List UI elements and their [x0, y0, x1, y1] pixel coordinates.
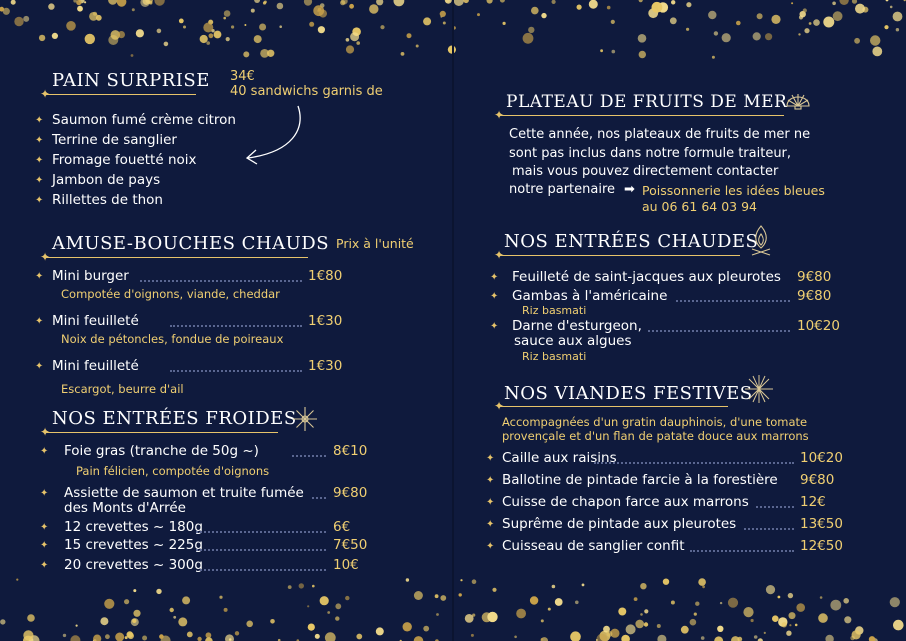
bullet-icon: ✦	[490, 321, 499, 332]
title-underline	[500, 115, 784, 116]
menu-item: Saumon fumé crème citron	[52, 112, 236, 128]
menu-item-description: Noix de pétoncles, fondue de poireaux	[61, 332, 284, 346]
menu-item-name: 12 crevettes ~ 180g	[64, 519, 203, 535]
menu-item-price: 12€50	[800, 538, 843, 554]
dot-leader	[170, 370, 302, 372]
plateau-line-3: mais vous pouvez directement contacter	[512, 164, 779, 179]
pain-surprise-title: PAIN SURPRISE	[52, 70, 210, 91]
dot-leader	[196, 531, 326, 533]
menu-item-name: Mini feuilleté	[52, 358, 139, 374]
menu-item-description: Riz basmati	[522, 350, 587, 363]
entrees-froides-title: NOS ENTRÉES FROIDES	[52, 408, 297, 429]
menu-item-name: Mini burger	[52, 268, 129, 284]
menu-item-name: Gambas à l'américaine	[512, 288, 668, 304]
arrow-right-icon: ➡	[624, 182, 635, 197]
menu-item-description: Riz basmati	[522, 304, 587, 317]
seashell-icon	[784, 88, 812, 112]
menu-item-name: Feuilleté de saint-jacques aux pleurotes	[512, 269, 781, 285]
title-underline	[500, 255, 740, 256]
bullet-icon: ✦	[486, 453, 495, 464]
menu-item-price: 9€80	[333, 485, 368, 501]
dot-leader	[200, 569, 326, 571]
menu-item-name: Mini feuilleté	[52, 313, 139, 329]
dot-leader	[594, 462, 794, 464]
menu-item-description: Compotée d'oignons, viande, cheddar	[61, 287, 280, 301]
bullet-icon: ✦	[40, 522, 49, 533]
amuse-bouches-title: AMUSE-BOUCHES CHAUDS	[52, 233, 330, 254]
menu-item-price: 8€10	[333, 443, 368, 459]
menu-item-price: 1€30	[308, 313, 343, 329]
partner-name: Poissonnerie les idées bleues	[642, 183, 825, 198]
dot-leader	[648, 330, 790, 332]
bullet-icon: ✦	[40, 560, 49, 571]
title-underline	[46, 432, 278, 433]
menu-item-name: Ballotine de pintade farcie à la forestière	[502, 472, 778, 488]
campfire-icon	[748, 222, 774, 258]
title-underline	[500, 406, 728, 407]
viandes-intro-2: provençale et d'un flan de patate douce aux marrons	[502, 429, 809, 443]
bullet-icon: ✦	[486, 519, 495, 530]
menu-item-name: 15 crevettes ~ 225g	[64, 537, 203, 553]
menu-item-price: 10€	[333, 557, 359, 573]
dot-leader	[744, 528, 794, 530]
curved-arrow-icon	[240, 104, 310, 166]
menu-item-price: 9€80	[800, 472, 835, 488]
bullet-icon: ✦	[40, 446, 49, 457]
pain-surprise-price: 34€	[230, 69, 255, 84]
menu-item-name: Cuisse de chapon farce aux marrons	[502, 494, 749, 510]
right-page	[454, 0, 906, 641]
partner-phone: au 06 61 64 03 94	[642, 199, 757, 214]
bullet-icon: ✦	[35, 195, 44, 206]
menu-item-description: Pain félicien, compotée d'oignons	[76, 464, 270, 478]
bullet-icon: ✦	[35, 361, 44, 372]
bullet-icon: ✦	[35, 175, 44, 186]
menu-item-price: 10€20	[797, 318, 840, 334]
plateau-line-2: sont pas inclus dans notre formule traiteur,	[509, 146, 792, 161]
viandes-intro-1: Accompagnées d'un gratin dauphinois, d'une tomate	[502, 415, 808, 429]
entrees-chaudes-title: NOS ENTRÉES CHAUDES	[504, 231, 759, 252]
sparkle-icon: ✦	[494, 108, 505, 122]
bullet-icon: ✦	[490, 291, 499, 302]
bullet-icon: ✦	[40, 488, 49, 499]
sparkle-icon: ✦	[494, 399, 505, 413]
bullet-icon: ✦	[35, 135, 44, 146]
dot-leader	[292, 455, 326, 457]
menu-item: Fromage fouetté noix	[52, 152, 197, 168]
menu-item-price: 13€50	[800, 516, 843, 532]
dot-leader	[676, 300, 790, 302]
snowflake-icon	[292, 406, 318, 432]
menu-item-price: 6€	[333, 519, 351, 535]
sparkle-icon: ✦	[40, 87, 51, 101]
dot-leader	[690, 550, 794, 552]
menu-item-price: 9€80	[797, 288, 832, 304]
bullet-icon: ✦	[40, 540, 49, 551]
menu-item-name: Assiette de saumon et truite fumée	[64, 485, 304, 501]
menu-item-name-line2: des Monts d'Arrée	[64, 500, 186, 516]
menu-item-name: Suprême de pintade aux pleurotes	[502, 516, 737, 532]
title-underline	[46, 257, 308, 258]
bullet-icon: ✦	[486, 497, 495, 508]
amuse-bouches-note: Prix à l'unité	[336, 236, 414, 251]
sparkle-icon: ✦	[40, 250, 51, 264]
menu-item-price: 9€80	[797, 269, 832, 285]
dot-leader	[312, 497, 326, 499]
dot-leader	[140, 280, 302, 282]
starburst-icon	[744, 374, 774, 404]
menu-item-name: Darne d'esturgeon,	[512, 318, 642, 334]
pain-surprise-note: 40 sandwichs garnis de	[230, 84, 383, 99]
plateau-line-4: notre partenaire	[509, 182, 616, 197]
sparkle-icon: ✦	[40, 425, 51, 439]
menu-item-price: 7€50	[333, 537, 368, 553]
menu-item: Terrine de sanglier	[52, 132, 177, 148]
menu-item-name: 20 crevettes ~ 300g	[64, 557, 203, 573]
menu-item-name: Foie gras (tranche de 50g ~)	[64, 443, 259, 459]
menu-item-price: 1€80	[308, 268, 343, 284]
dot-leader	[196, 549, 326, 551]
bullet-icon: ✦	[490, 272, 499, 283]
menu-item-price: 1€30	[308, 358, 343, 374]
menu-item: Jambon de pays	[52, 172, 161, 188]
viandes-title: NOS VIANDES FESTIVES	[504, 383, 753, 404]
bullet-icon: ✦	[486, 475, 495, 486]
bullet-icon: ✦	[35, 115, 44, 126]
menu-item-price: 10€20	[800, 450, 843, 466]
bullet-icon: ✦	[35, 316, 44, 327]
menu-item-name: Caille aux raisins	[502, 450, 617, 466]
menu-item-description: Escargot, beurre d'ail	[61, 382, 184, 396]
plateau-line-1: Cette année, nos plateaux de fruits de mer ne	[509, 127, 811, 142]
menu-item-name-line2: sauce aux algues	[514, 333, 632, 349]
dot-leader	[170, 325, 302, 327]
dot-leader	[756, 506, 794, 508]
plateau-title: PLATEAU DE FRUITS DE MER	[506, 92, 788, 112]
menu-item: Rillettes de thon	[52, 192, 163, 208]
bullet-icon: ✦	[35, 271, 44, 282]
menu-item-name: Cuisseau de sanglier confit	[502, 538, 685, 554]
sparkle-icon: ✦	[494, 248, 505, 262]
menu-item-price: 12€	[800, 494, 826, 510]
left-page	[0, 0, 452, 641]
bullet-icon: ✦	[35, 155, 44, 166]
title-underline	[46, 94, 196, 95]
bullet-icon: ✦	[486, 541, 495, 552]
